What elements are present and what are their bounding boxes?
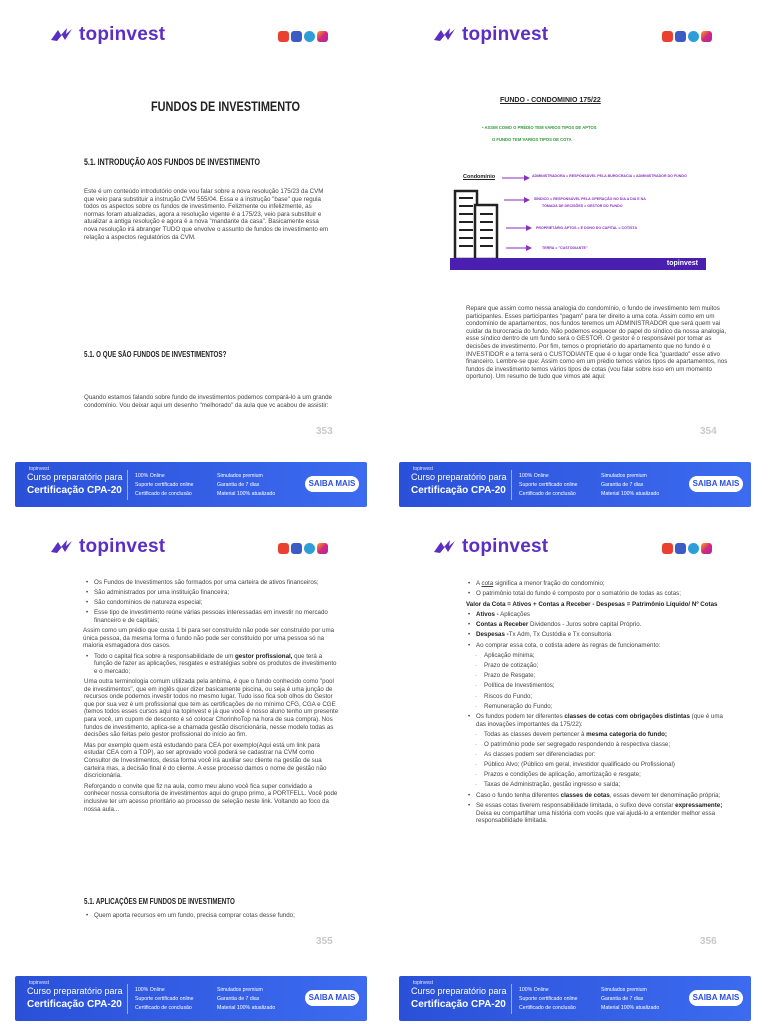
analogy-paragraph: Repare que assim como nessa analogia do condomínio, o fundo de investimento tem muitos participantes. Esses participantes "pagam" para ter direito a uma cota. Assim como em um condomínio de apartamentos, nos fundos teremos um ADMINISTRADOR que será quem vai cuidar da burocracia do fundo. Não podemos esquecer do papel do síndico da nossa analogia, esse síndico dentro de um fundo será o GESTOR. O gestor é o responsável por tomar as decisões de investimento. Por fim, temos o proprietário do apartamento que no fundo é o INVESTIDOR e a terra será o CUSTODIANTE que é o lugar onde fica "guardado" esse ativo financeiro. Lembre-se que: Assim como em um prédio temos vários tipos de apartamentos, nos fundos de investimento temos vários tipos de cotas (vou falar sobre isso em um momento oportuno). Um resumo de tudo que vimos até aqui: (466, 305, 728, 381)
page-body (84, 912, 339, 922)
page-body (466, 580, 726, 827)
topinvest-logo-icon (433, 26, 457, 44)
bold-text: mesma categoria do fundo; (586, 730, 667, 738)
list-item (466, 611, 726, 619)
banner-feature: 100% Online (135, 987, 165, 993)
page-number: 353 (316, 426, 333, 437)
banner-feature: Garantia de 7 dias (217, 996, 260, 1002)
instagram-icon[interactable] (317, 543, 328, 554)
condominio-diagram (450, 70, 706, 270)
list-item: · O patrimônio pode ser segregado respondendo à respectiva classe; (466, 741, 726, 749)
paragraph: Mas por exemplo quem está estudando para CEA por exemplo(Aqui está um link para estudar CEA com a TOP), ao ser aprovado você poderá se cadastrar na CVM como Consultor de Investimentos, dessa forma você irá auxiliar seu cliente na gestão de sua carteira mas, a decisão final é do cliente. A esse processo damos o nome de gestão não discricionária. (84, 741, 327, 780)
bold-text: expressamente; (675, 802, 723, 810)
banner-title-line1: Curso preparatório para (411, 472, 507, 482)
list-item: · Público Alvo; (Público em geral, investidor qualificado ou Profissional) (466, 761, 726, 769)
bold-text: Contas a Receber (476, 621, 529, 629)
facebook-icon[interactable] (291, 543, 302, 554)
text: Se essas cotas tiverem responsabilidade limitada, o sufixo deve constar (476, 802, 676, 810)
list-item: • São condomínios de natureza especial; (84, 599, 339, 607)
banner-feature: Material 100% atualizado (601, 1005, 660, 1011)
list-item: · Aplicação mínima; (466, 652, 726, 660)
page-355 (0, 512, 384, 1024)
topinvest-logo-icon (433, 538, 457, 556)
building-label: Condomínio (463, 174, 496, 180)
text: Deixa eu compartilhar uma história com vocês que vai ajudá-lo a entender melhor essa responsabilidade limitada. (476, 809, 716, 825)
formula-terms-list (466, 611, 726, 649)
list-item: · Prazo de cotização; (466, 662, 726, 670)
arrow-label-administradora: ADMINISTRADORA = RESPONSÁVEL PELA BUROCRACIA = ADMINISTRADOR DO FUNDO (532, 174, 687, 178)
cota-list (466, 580, 726, 598)
diagram-bullet-text: ASSIM COMO O PRÉDIO TEM VARIOS TIPOS DE APTOS (484, 125, 597, 130)
banner-title-line2: Certificação CPA-20 (27, 999, 122, 1010)
banner-feature: Suporte certificado online (135, 996, 194, 1002)
list-item (466, 713, 726, 728)
list-item: · Prazo de Resgate; (466, 672, 726, 680)
saiba-mais-button[interactable]: SAIBA MAIS (305, 476, 359, 492)
topinvest-logo[interactable] (50, 24, 165, 46)
brand-name: topinvest (79, 24, 166, 45)
paragraph: Reforçando o convite que fiz na aula, como meu aluno você fica super convidado a conhecer nossa consultoria de investimentos aqui do grupo primo, a PORTFELL. Você pode inclusive ter um acesso prioritário ao processo de seleção neste link. Voltando ao foco da nossa aula... (84, 782, 338, 813)
diagram-footer-brand: topinvest (666, 260, 698, 267)
list-item: · Prazos e condições de aplicação, amortização e resgate; (466, 771, 726, 779)
saiba-mais-button[interactable]: SAIBA MAIS (689, 476, 743, 492)
text: A (476, 580, 482, 587)
youtube-icon[interactable] (278, 543, 289, 554)
section-heading: 5.1. INTRODUÇÃO AOS FUNDOS DE INVESTIMENTO (84, 157, 260, 167)
regras-list (466, 652, 726, 710)
list-item: • O patrimônio total do fundo é composto por o somatório de todas as cotas; (466, 590, 726, 598)
list-item: · Taxas de Administração, gestão ingresso e saída; (466, 781, 726, 789)
paragraph: Uma outra terminologia comum utilizada pela anbima, é que o fundo conhecido como "pool de investimentos", que em inglês quer dizer basicamente piscina, ou seja é uma junção de recursos onde podemos investir todos no mesmo lugar. Tudo isso fica sob olhos do Gestor que por sua vez é um profissional que tem as certificações de no mínimo CFG, CGA e CGE (temos todos esses cursos aqui na topinvest e já que você é nosso aluno tenho um presente para você, um cupom de desconto é só colocar ChorinhoTop na hora de sua compra). Nos fundos de investimento, aplica-se a chamada gestão discricionária, nesse modelo todas as decisões são feitas pelo gestor profissional do início ao fim. (84, 678, 339, 739)
page-title: FUNDOS DE INVESTIMENTO (151, 98, 301, 114)
saiba-mais-button[interactable]: SAIBA MAIS (305, 990, 359, 1006)
formula (466, 601, 726, 609)
arrow-label-terra: TERRA = "CUSTODIANTE" (542, 246, 588, 250)
text: Todo o capital fica sobre a responsabilidade de um (94, 652, 236, 660)
telegram-icon[interactable] (688, 543, 699, 554)
facebook-icon[interactable] (675, 31, 686, 42)
list-item (466, 580, 726, 588)
topinvest-logo[interactable] (433, 24, 548, 46)
diagram-title: FUNDO - CONDOMINIO 175/22 (500, 97, 601, 104)
facebook-icon[interactable] (675, 543, 686, 554)
topinvest-logo[interactable] (50, 536, 165, 558)
banner-feature: Simulados premium (601, 987, 647, 993)
diagram-bullet-text: O FUNDO TEM VARIOS TIPOS DE COTA (492, 137, 572, 142)
page-356 (384, 512, 768, 1024)
bold-text: gestor profissional, (235, 652, 293, 660)
cpa20-banner[interactable] (15, 462, 367, 507)
banner-feature: Suporte certificado online (519, 996, 578, 1002)
banner-feature: Certificado de conclusão (519, 491, 576, 497)
list-item: · Política de Investimentos; (466, 682, 726, 690)
text: significa a menor fração do condomínio; (493, 580, 605, 587)
page-number: 355 (316, 936, 333, 947)
cpa20-banner[interactable] (399, 976, 751, 1021)
page-353 (0, 0, 384, 512)
youtube-icon[interactable] (662, 543, 673, 554)
page-number: 354 (700, 426, 717, 437)
brand-name: topinvest (462, 536, 549, 557)
instagram-icon[interactable] (701, 31, 712, 42)
social-links (278, 31, 328, 42)
social-links (662, 543, 712, 554)
formula-text: Valor da Cota = Ativos + Contas a Receber - Despesas = Patrimônio Líquido/ Nº Cotas (466, 600, 718, 608)
list-item (466, 792, 726, 800)
instagram-icon[interactable] (317, 31, 328, 42)
arrow-label-sindico: SÍNDICO = RESPONSÁVEL PELA OPERAÇÃO NO DIA A DIA E NA (534, 197, 646, 201)
instagram-icon[interactable] (701, 543, 712, 554)
list-item: · Remuneração do Fundo; (466, 703, 726, 711)
text: Tx Adm, Tx Custódia e Tx consultoria (508, 631, 612, 639)
list-item: • Os Fundos de Investimentos são formados por uma carteira de ativos financeiros; (84, 579, 339, 587)
text: Aplicações (498, 611, 531, 619)
section-heading: 5.1. APLICAÇÕES EM FUNDOS DE INVESTIMENTO (84, 897, 235, 906)
banner-title-line2: Certificação CPA-20 (411, 999, 506, 1010)
banner-feature: Certificado de conclusão (135, 1005, 192, 1011)
diagram-arrows (500, 170, 540, 255)
underlined-text: cota (481, 580, 494, 587)
bold-text: Despesas - (476, 631, 509, 639)
list-item: • Ao comprar essa cota, o cotista adere às regras de funcionamento: (466, 642, 726, 650)
page-number: 356 (700, 936, 717, 947)
banner-feature: Certificado de conclusão (519, 1005, 576, 1011)
telegram-icon[interactable] (688, 31, 699, 42)
banner-title-line1: Curso preparatório para (411, 986, 507, 996)
banner-title-line1: Curso preparatório para (27, 986, 123, 996)
banner-divider (511, 984, 512, 1014)
youtube-icon[interactable] (278, 31, 289, 42)
banner-feature: Simulados premium (217, 987, 263, 993)
page-body (84, 579, 339, 816)
banner-feature: 100% Online (135, 473, 165, 479)
banner-brand: topinvest (29, 466, 50, 472)
section-paragraph: Quando estamos falando sobre fundo de investimentos podemos compará-lo a um grande condomínio. Vou deixar aqui um desenho "melhorado" da aula que vc acabou de assistir: (84, 394, 332, 409)
banner-feature: Suporte certificado online (135, 482, 194, 488)
list-item: • São administrados por uma instituição financeira; (84, 589, 339, 597)
banner-feature: 100% Online (519, 987, 549, 993)
gestor-list (84, 653, 339, 676)
topinvest-logo-icon (50, 26, 74, 44)
banner-feature: Simulados premium (217, 473, 263, 479)
list-item: • Esse tipo de investimento reúne várias pessoas interessadas em investir no mercado financeiro e de capitais; (84, 609, 339, 624)
brand-name: topinvest (462, 24, 549, 45)
telegram-icon[interactable] (304, 543, 315, 554)
banner-title-line2: Certificação CPA-20 (27, 485, 122, 496)
telegram-icon[interactable] (304, 31, 315, 42)
youtube-icon[interactable] (662, 31, 673, 42)
banner-brand: topinvest (413, 980, 434, 986)
banner-feature: Material 100% atualizado (601, 491, 660, 497)
banner-title-line2: Certificação CPA-20 (411, 485, 506, 496)
list-item: · Riscos do Fundo; (466, 693, 726, 701)
text: Os fundos podem ter diferentes (476, 713, 565, 721)
banner-divider (511, 470, 512, 500)
arrow-label-sindico: TOMADA DE DECISÕES = GESTOR DO FUNDO (542, 204, 623, 208)
list-item (466, 731, 726, 739)
banner-feature: Garantia de 7 dias (217, 482, 260, 488)
list-item: • Quem aporta recursos em um fundo, precisa comprar cotas desse fundo; (84, 912, 339, 920)
banner-feature: Garantia de 7 dias (601, 482, 644, 488)
banner-feature: Garantia de 7 dias (601, 996, 644, 1002)
cpa20-banner[interactable] (15, 976, 367, 1021)
banner-feature: Material 100% atualizado (217, 1005, 276, 1011)
bold-text: classes de cotas (560, 791, 610, 799)
section-heading: 5.1. O QUE SÃO FUNDOS DE INVESTIMENTOS? (84, 350, 227, 359)
banner-feature: Material 100% atualizado (217, 491, 276, 497)
banner-feature: Certificado de conclusão (135, 491, 192, 497)
building-icon (453, 185, 501, 261)
fund-characteristics-list (84, 579, 339, 624)
aplicacoes-list (84, 912, 339, 920)
text: Todas as classes devem pertencer à (484, 730, 587, 738)
bold-text: Ativos - (476, 611, 499, 619)
bold-text: classes de cotas com obrigações distintas (564, 713, 690, 721)
classes-list (466, 713, 726, 728)
list-item: · As classes podem ser diferenciadas por: (466, 751, 726, 759)
list-item (466, 621, 726, 629)
text: Caso o fundo tenha diferentes (476, 791, 561, 799)
list-item (466, 631, 726, 639)
text: Dividendos - Juros sobre capital Próprio. (528, 621, 642, 629)
facebook-icon[interactable] (291, 31, 302, 42)
social-links (278, 543, 328, 554)
banner-divider (127, 984, 128, 1014)
intro-paragraph: Este é um conteúdo introdutório onde vou falar sobre a nova resolução 175/23 da CVM que veio para substituir a instrução CVM 555/04. Essa e a instrução "base" que regula todos os aspectos sobre os fundos de investimento. Felizmente ou infelizmente, as normas foram atualizadas, agora a resolução vigente é a 175/23, veio para substituir e atualizar a antiga resolução e agora é a nova "mandante da casa". Basicamente essa nova resolução irá abranger TUDO que envolve o assunto de fundos de investimento em relação a aspectos regulatórios da CVM. (84, 188, 329, 241)
topinvest-logo-icon (50, 538, 74, 556)
saiba-mais-button[interactable]: SAIBA MAIS (689, 990, 743, 1006)
cpa20-banner[interactable] (399, 462, 751, 507)
topinvest-logo[interactable] (433, 536, 548, 558)
list-item (84, 653, 339, 676)
list-item (466, 802, 726, 825)
banner-brand: topinvest (413, 466, 434, 472)
diagram-bullet: • ASSIM COMO O PRÉDIO TEM VARIOS TIPOS DE APTOS (482, 125, 597, 130)
text: que terá a função de fazer as aplicações, resgates e estratégias sobre os produtos de investimento e o mercado; (94, 652, 337, 675)
paragraph: Assim como um prédio que custa 1 bi para ser construído não pode ser construído por uma única pessoa, da mesma forma o fundo não pode ser constituído por uma pessoa só na maioria esmagadora dos casos. (83, 626, 335, 650)
banner-feature: Suporte certificado online (519, 482, 578, 488)
text: , essas devem ter denominação própria; (609, 791, 721, 799)
banner-feature: Simulados premium (601, 473, 647, 479)
arrow-label-proprietario: PROPRIETÁRIO APTOS = É DONO DO CAPITAL = COTISTA (536, 226, 638, 230)
diagram-footer-bar (450, 258, 706, 270)
banner-divider (127, 470, 128, 500)
text: (que é uma das inovações importantes da 175/22): (476, 713, 723, 728)
denominacao-list (466, 792, 726, 825)
classes-sub-list (466, 731, 726, 789)
brand-name: topinvest (79, 536, 166, 557)
banner-feature: 100% Online (519, 473, 549, 479)
social-links (662, 31, 712, 42)
banner-brand: topinvest (29, 980, 50, 986)
banner-title-line1: Curso preparatório para (27, 472, 123, 482)
page-354 (384, 0, 768, 512)
